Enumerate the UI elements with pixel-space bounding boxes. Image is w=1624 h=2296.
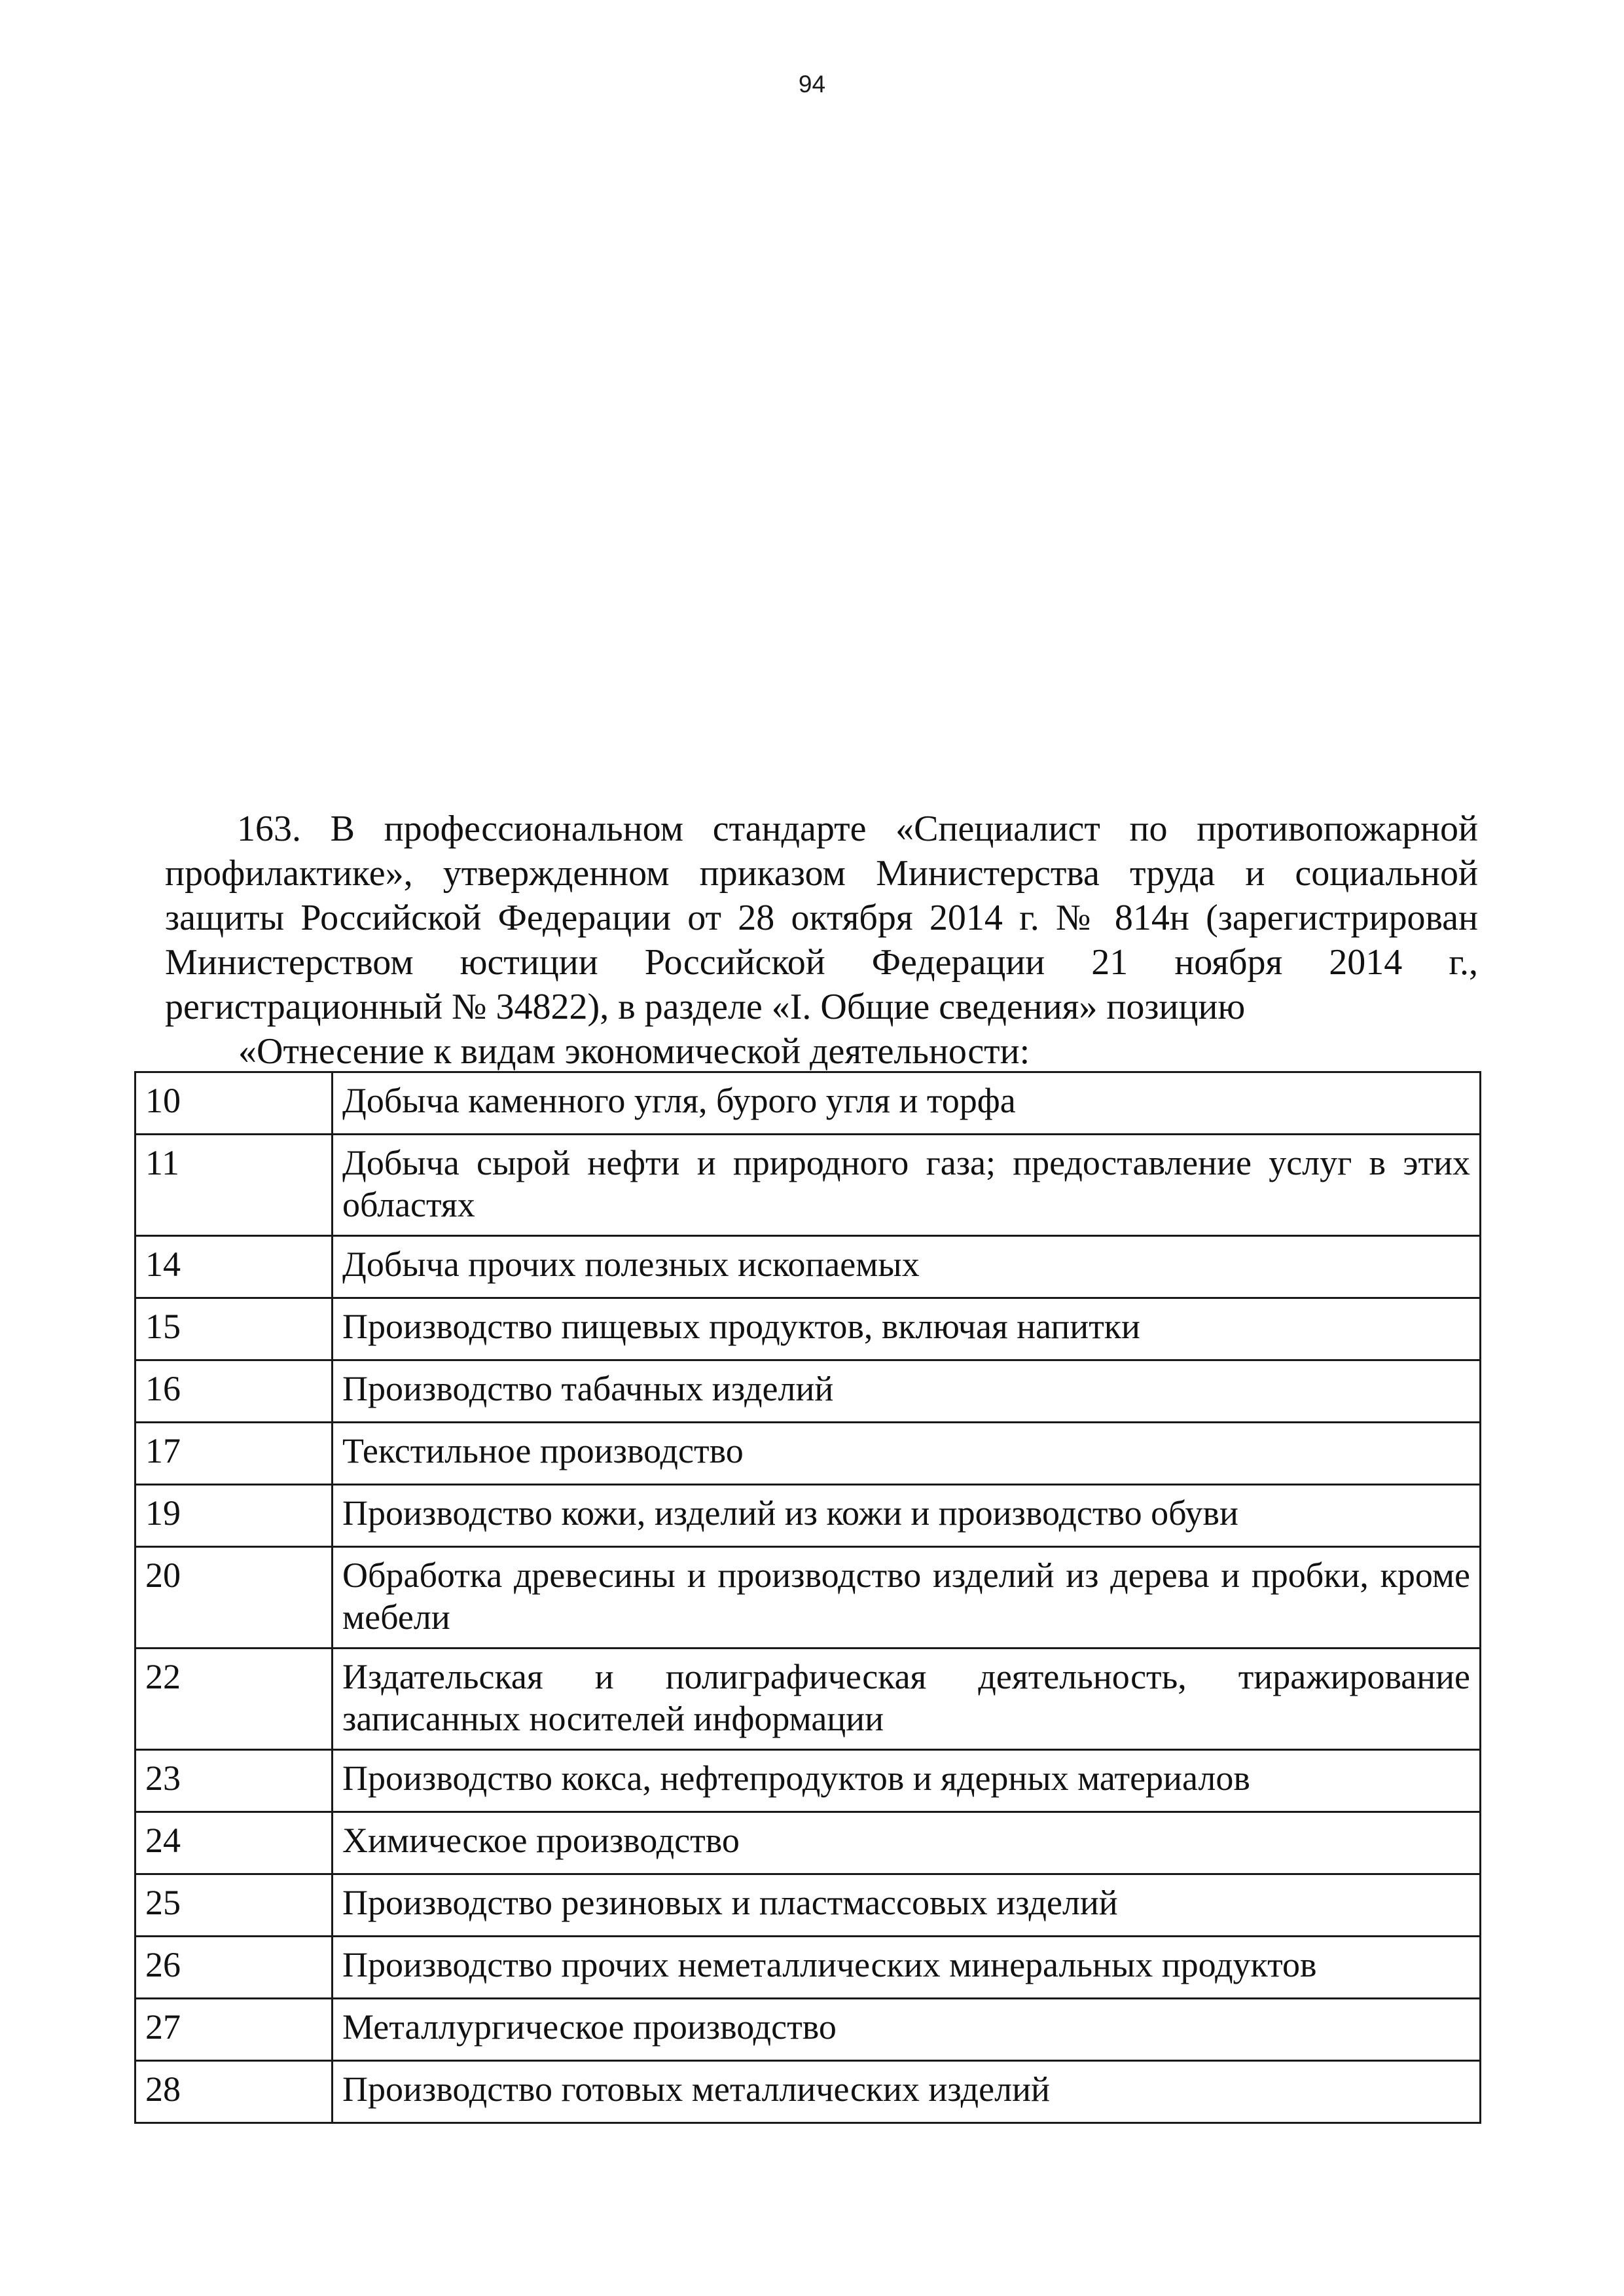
table-row	[135, 1298, 1481, 1360]
activity-description: Химическое производство	[333, 1812, 1481, 1874]
activity-code: 27	[135, 1999, 333, 2061]
paragraph-line-1: 163. В профессиональном стандарте «Специалист по противопожарной	[237, 809, 1478, 849]
table-row	[135, 1360, 1481, 1423]
paragraph-line-3: защиты Российской Федерации от 28 октября 2014 г. № 814н (зарегистрирован	[165, 898, 1478, 938]
page-number: 94	[798, 71, 826, 98]
table-row	[135, 1874, 1481, 1937]
activity-description: Добыча сырой нефти и природного газа; предоставление услуг в этих областях	[333, 1135, 1481, 1236]
activity-description: Издательская и полиграфическая деятельность, тиражирование записанных носителей информации	[333, 1649, 1481, 1750]
activity-code: 19	[135, 1485, 333, 1547]
table-row	[135, 1999, 1481, 2061]
table-row	[135, 1072, 1481, 1135]
activity-description: Добыча прочих полезных ископаемых	[333, 1236, 1481, 1298]
activity-code: 28	[135, 2061, 333, 2123]
activity-code: 16	[135, 1360, 333, 1423]
activity-description: Текстильное производство	[333, 1423, 1481, 1485]
table-row	[135, 1649, 1481, 1750]
activity-description: Обработка древесины и производство изделий из дерева и пробки, кроме мебели	[333, 1547, 1481, 1649]
amendment-paragraph	[165, 807, 1478, 1074]
paragraph-line-2: профилактике», утвержденном приказом Министерства труда и социальной	[165, 853, 1478, 894]
activity-code: 23	[135, 1750, 333, 1812]
table-row	[135, 1937, 1481, 1999]
paragraph-line-4: Министерством юстиции Российской Федерации 21 ноября 2014 г.,	[165, 942, 1478, 983]
table-row	[135, 1423, 1481, 1485]
activity-code: 11	[135, 1135, 333, 1236]
activity-description: Производство пищевых продуктов, включая напитки	[333, 1298, 1481, 1360]
table-row	[135, 1750, 1481, 1812]
table-row	[135, 1236, 1481, 1298]
activity-code: 24	[135, 1812, 333, 1874]
activity-code: 17	[135, 1423, 333, 1485]
table-row	[135, 2061, 1481, 2123]
table-lead-in: «Отнесение к видам экономической деятельности:	[238, 1031, 1030, 1072]
activity-code: 14	[135, 1236, 333, 1298]
activity-code: 10	[135, 1072, 333, 1135]
activity-description: Производство резиновых и пластмассовых изделий	[333, 1874, 1481, 1937]
activity-code: 22	[135, 1649, 333, 1750]
activity-description: Производство готовых металлических изделий	[333, 2061, 1481, 2123]
activity-description: Добыча каменного угля, бурого угля и торфа	[333, 1072, 1481, 1135]
paragraph-line-5: регистрационный № 34822), в разделе «I. Общие сведения» позицию	[165, 987, 1246, 1027]
activity-code: 25	[135, 1874, 333, 1937]
activity-code: 15	[135, 1298, 333, 1360]
economic-activity-table	[134, 1071, 1481, 2124]
table-row	[135, 1812, 1481, 1874]
activity-description: Производство кожи, изделий из кожи и производство обуви	[333, 1485, 1481, 1547]
activity-description: Производство табачных изделий	[333, 1360, 1481, 1423]
activity-description: Производство кокса, нефтепродуктов и ядерных материалов	[333, 1750, 1481, 1812]
table-row	[135, 1547, 1481, 1649]
activity-code: 26	[135, 1937, 333, 1999]
activity-description: Производство прочих неметаллических минеральных продуктов	[333, 1937, 1481, 1999]
activity-description: Металлургическое производство	[333, 1999, 1481, 2061]
table-row	[135, 1485, 1481, 1547]
activity-code: 20	[135, 1547, 333, 1649]
table-row	[135, 1135, 1481, 1236]
